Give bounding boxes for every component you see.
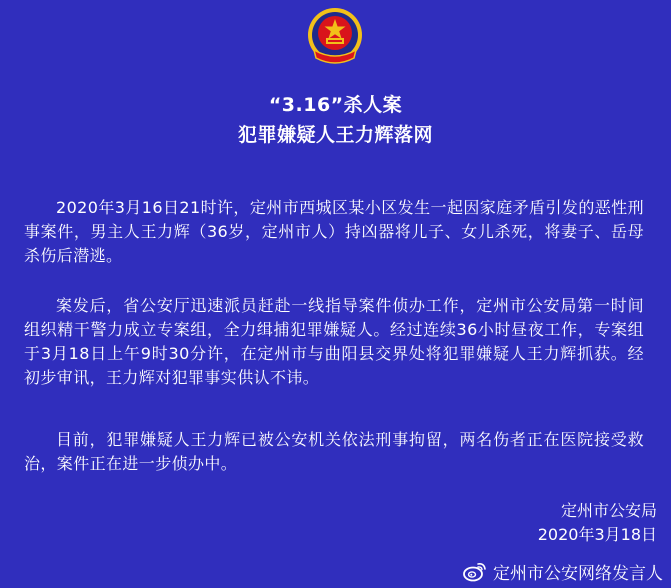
signature-date: 2020年3月18日 — [537, 525, 657, 544]
weibo-watermark — [463, 558, 663, 584]
watermark-text: 定州市公安网络发言人 — [493, 563, 663, 584]
signature-org: 定州市公安局 — [560, 501, 657, 520]
title-line-2: 犯罪嫌疑人王力辉落网 — [237, 124, 433, 146]
paragraph-3: 目前，犯罪嫌疑人王力辉已被公安机关依法刑事拘留，两名伤者正在医院接受救治，案件正在进一步侦办中。 — [24, 430, 644, 473]
paragraph-2: 案发后，省公安厅迅速派员赶赴一线指导案件侦办工作，定州市公安局第一时间组织精干警力成立专案组，全力缉捕犯罪嫌疑人。经过连续36小时昼夜工作，专案组于3月18日上午9时30分许，在定州市与曲阳县交界处将犯罪嫌疑人王力辉抓获。经初步审讯，王力辉对犯罪事实供认不讳。 — [24, 296, 644, 387]
police-emblem-icon — [306, 6, 364, 68]
weibo-icon — [463, 560, 487, 582]
paragraph-1: 2020年3月16日21时许，定州市西城区某小区发生一起因家庭矛盾引发的恶性刑事案件，男主人王力辉（36岁，定州市人）持凶器将儿子、女儿杀死，将妻子、岳母杀伤后潜逃。 — [24, 198, 644, 265]
title-line-1: “3.16”杀人案 — [268, 94, 403, 116]
